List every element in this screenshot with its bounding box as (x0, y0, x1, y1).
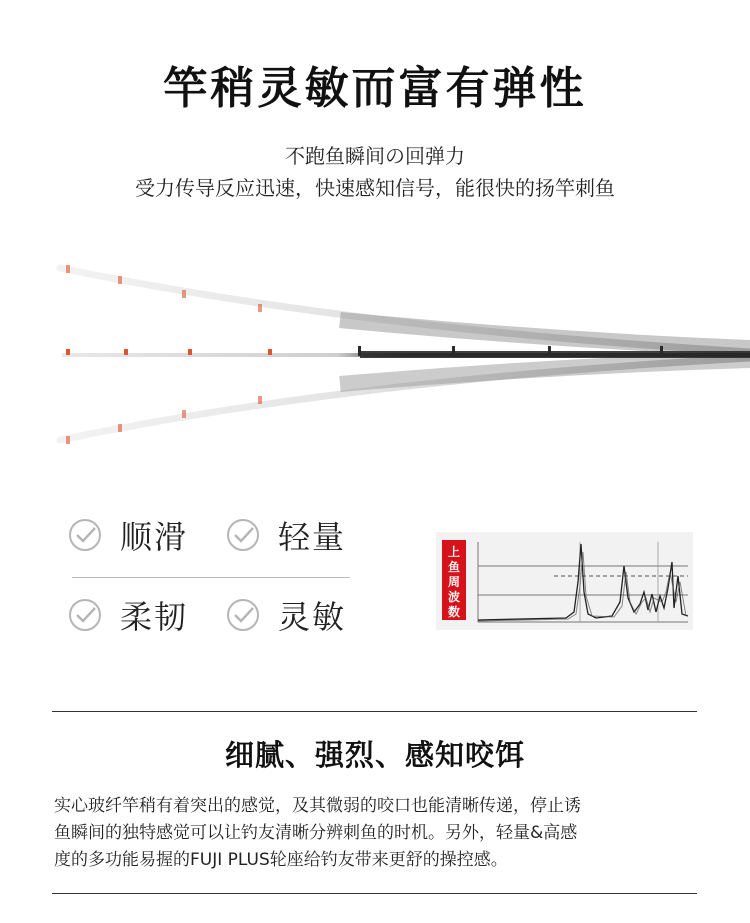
page-title: 竿稍灵敏而富有弹性 (163, 63, 587, 114)
section-rule-top (52, 711, 697, 712)
chart-label-char: 周 (447, 575, 461, 589)
fishing-rod-illustration (0, 240, 750, 460)
subtitle-line-1: 不跑鱼瞬间の回弹力 (285, 144, 465, 168)
paragraph-line: 实心玻纤竿稍有着突出的感觉，及其微弱的咬口也能清晰传递，停止诱 (54, 796, 581, 816)
chart-label (448, 544, 460, 619)
check-circle-icon (68, 518, 102, 552)
description-paragraph (54, 793, 699, 874)
section-heading: 细腻、强烈、感知咬饵 (224, 738, 525, 772)
check-circle-icon (226, 518, 260, 552)
chart-label-char: 波 (447, 590, 461, 604)
chart-label-char: 上 (447, 545, 461, 559)
check-circle-icon (68, 598, 102, 632)
feature-label: 顺滑 (120, 518, 189, 556)
paragraph-line: 度的多功能易握的FUJI PLUS轮座给钓友带来更舒的操控感。 (54, 850, 508, 870)
check-circle-icon (226, 598, 260, 632)
feature-label: 灵敏 (278, 598, 347, 636)
feature-flexible (68, 590, 188, 640)
feature-sensitive (226, 590, 346, 640)
feature-label: 柔韧 (120, 598, 189, 636)
subtitle-line-2: 受力传导反应迅速，快速感知信号，能很快的扬竿刺鱼 (135, 176, 615, 200)
feature-label: 轻量 (278, 518, 347, 556)
section-rule-bottom (52, 893, 697, 894)
feature-light (226, 510, 346, 560)
chart-label-char: 鱼 (447, 560, 461, 574)
paragraph-line: 鱼瞬间的独特感觉可以让钓友清晰分辨刺鱼的时机。另外，轻量&高感 (54, 823, 578, 843)
feature-divider (72, 577, 350, 578)
feature-smooth (68, 510, 188, 560)
chart-label-char: 数 (447, 605, 461, 619)
bite-frequency-chart (436, 532, 693, 630)
